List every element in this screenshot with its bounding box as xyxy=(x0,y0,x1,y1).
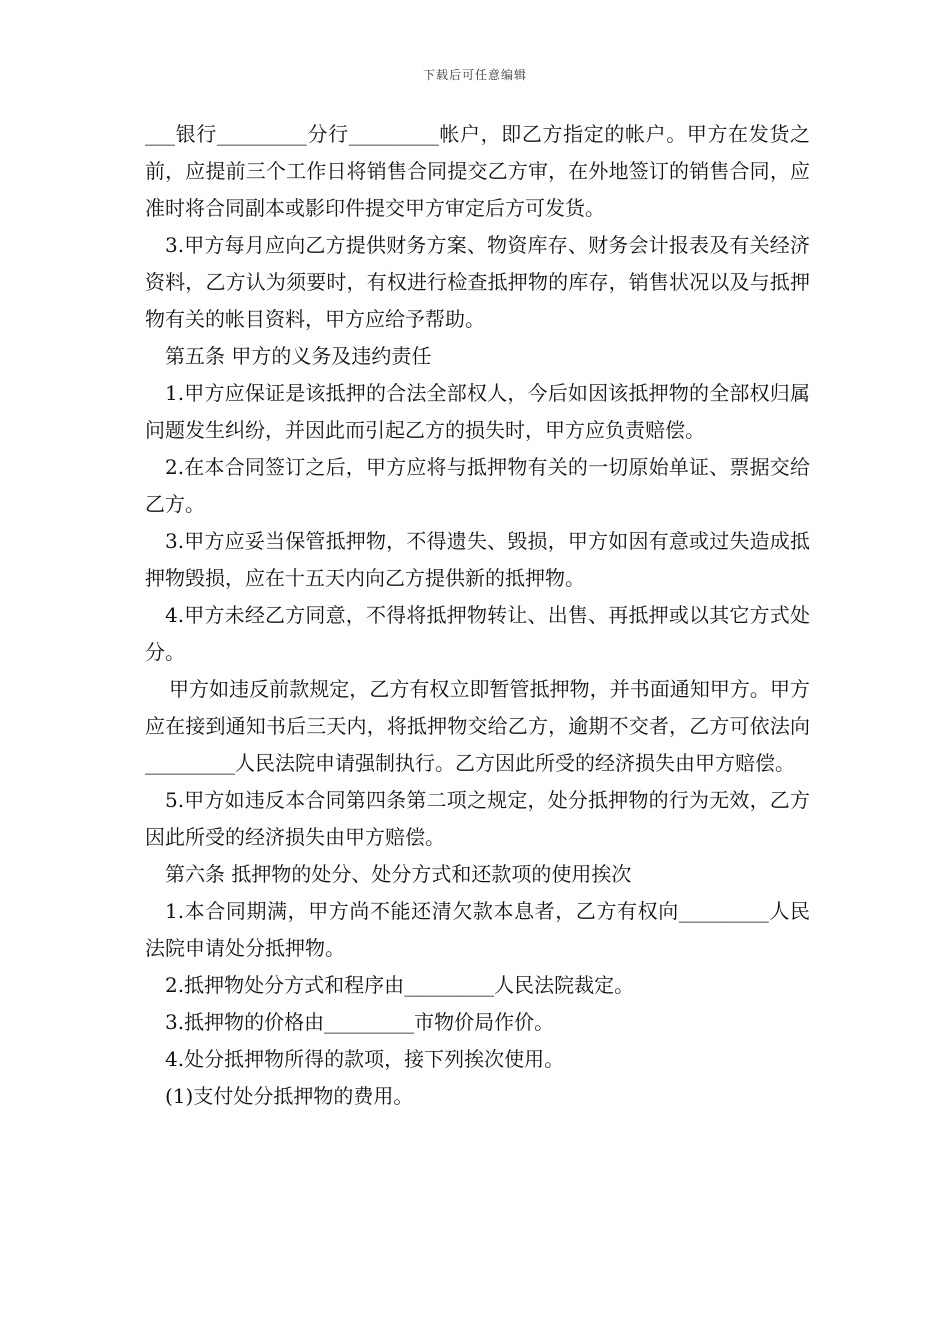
paragraph-financial-reports: 3.甲方每月应向乙方提供财务方案、物资库存、财务会计报表及有关经济资料，乙方认为须要时，有权进行检查抵押物的库存，销售状况以及与抵押物有关的帐目资料，甲方应给予帮助。 xyxy=(145,233,810,331)
paragraph-violation-consequence: 甲方如违反前款规定，乙方有权立即暂管抵押物，并书面通知甲方。甲方应在接到通知书后三天内，将抵押物交给乙方，逾期不交者，乙方可依法向_________人民法院申请强制执行。乙方因此所受的经济损失由甲方赔偿。 xyxy=(145,677,810,775)
page-header-note: 下载后可任意编辑 xyxy=(422,68,527,82)
paragraph-safekeeping: 3.甲方应妥当保管抵押物，不得遗失、毁损，甲方如因有意或过失造成抵押物毁损，应在十五天内向乙方提供新的抵押物。 xyxy=(145,529,810,590)
paragraph-ownership-guarantee: 1.甲方应保证是该抵押的合法全部权人，今后如因该抵押物的全部权归属问题发生纠纷，并因此而引起乙方的损失时，甲方应负责赔偿。 xyxy=(145,381,810,442)
paragraph-court-application: 1.本合同期满，甲方尚不能还清欠款本息者，乙方有权向_________人民法院申请处分抵押物。 xyxy=(145,899,810,960)
section-heading-article-5: 第五条 甲方的义务及违约责任 xyxy=(165,344,432,368)
paragraph-invalid-disposal: 5.甲方如违反本合同第四条第二项之规定，处分抵押物的行为无效，乙方因此所受的经济损失由甲方赔偿。 xyxy=(145,788,810,849)
paragraph-no-transfer: 4.甲方未经乙方同意，不得将抵押物转让、出售、再抵押或以其它方式处分。 xyxy=(145,603,810,664)
document-body xyxy=(145,116,810,1115)
paragraph-disposal-costs: (1)支付处分抵押物的费用。 xyxy=(165,1084,414,1108)
paragraph-bank-account: ___银行_________分行_________帐户，即乙方指定的帐户。甲方在发货之前，应提前三个工作日将销售合同提交乙方审，在外地签订的销售合同，应准时将合同副本或影印件提交甲方审定后方可发货。 xyxy=(145,122,810,220)
paragraph-proceeds-order: 4.处分抵押物所得的款项，接下列挨次使用。 xyxy=(165,1047,565,1071)
paragraph-disposal-method: 2.抵押物处分方式和程序由_________人民法院裁定。 xyxy=(165,973,635,997)
paragraph-original-documents: 2.在本合同签订之后，甲方应将与抵押物有关的一切原始单证、票据交给乙方。 xyxy=(145,455,810,516)
paragraph-price-valuation: 3.抵押物的价格由_________市物价局作价。 xyxy=(165,1010,555,1034)
section-heading-article-6: 第六条 抵押物的处分、处分方式和还款项的使用挨次 xyxy=(165,862,632,886)
